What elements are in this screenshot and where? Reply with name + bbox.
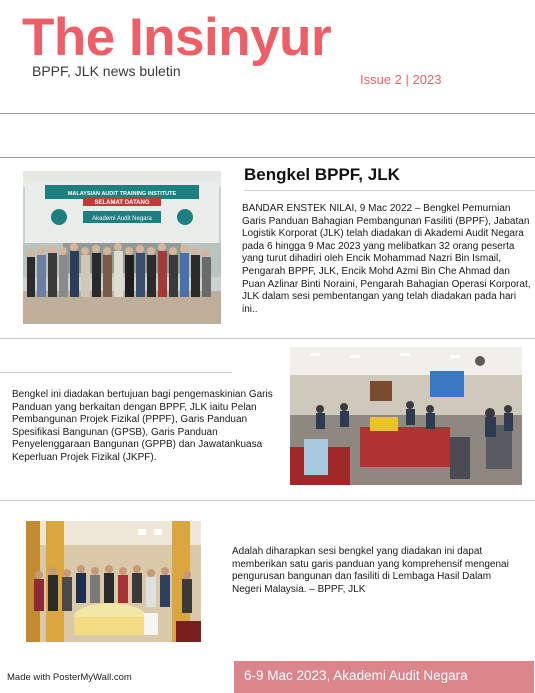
article-heading: Bengkel BPPF, JLK [244,165,400,184]
header-divider [0,113,535,114]
sign-name-text: Akademi Audit Negara [92,216,152,222]
issue-label: Issue 2 | 2023 [360,72,442,87]
newsletter-subtitle: BPPF, JLK news buletin [32,63,181,79]
photo-group-hall [26,521,201,642]
photo-workshop-room [290,347,522,485]
article-paragraph-3: Adalah diharapkan sesi bengkel yang diadakan ini dapat memberikan satu garis panduan yang komprehensif mengenai pengurusan bangunan dan fasiliti di Lembaga Hasil Dalam Negeri Malaysia. – BPPF, JLK [232,546,509,595]
sign-welcome-text: SELAMAT DATANG [94,200,150,206]
footer-credit: Made with PosterMyWall.com [7,672,132,683]
section-divider-short [0,372,232,373]
photo-group-entrance [23,171,221,324]
article-paragraph-2: Bengkel ini diadakan bertujuan bagi pengemaskinian Garis Panduan yang berkaitan dengan BPPF, JLK iaitu Pelan Pembangunan Projek Fizikal (PPPF), Garis Panduan Spesifikasi Bangunan (GPSB), Garis Panduan Penyelenggaraan Bangunan (GPPB) dan Jawatankuasa Keperluan Projek Fizikal (JKPF). [12,389,273,463]
section-divider-top [0,157,535,158]
newsletter-title: The Insinyur [22,8,332,67]
heading-underline [244,190,535,191]
date-venue-text: 6-9 Mac 2023, Akademi Audit Negara [244,668,468,683]
section-divider-bottom [0,500,535,501]
section-divider-middle [0,338,535,339]
article-paragraph-1: BANDAR ENSTEK NILAI, 9 Mac 2022 – Bengkel Pemurnian Garis Panduan Bahagian Pembangunan Fasiliti (BPPF), Jabatan Logistik Korporat (JLK) telah diadakan di Akademi Audit Negara pada 6 hingga 9 Mac 2023 yang melibatkan 32 orang peserta yang turut dihadiri oleh Encik Mohammad Nazri Bin Ismail, Pengarah BPPF, JLK, Encik Mohd Azmi Bin Che Ahmad dan Puan Azlinar Binti Noraini, Pengarah Bahagian Operasi Korporat, JLK dalam sesi pembentangan yang telah diadakan pada hari ini.. [242,203,531,315]
sign-top-text: MALAYSIAN AUDIT TRAINING INSTITUTE [67,191,177,197]
